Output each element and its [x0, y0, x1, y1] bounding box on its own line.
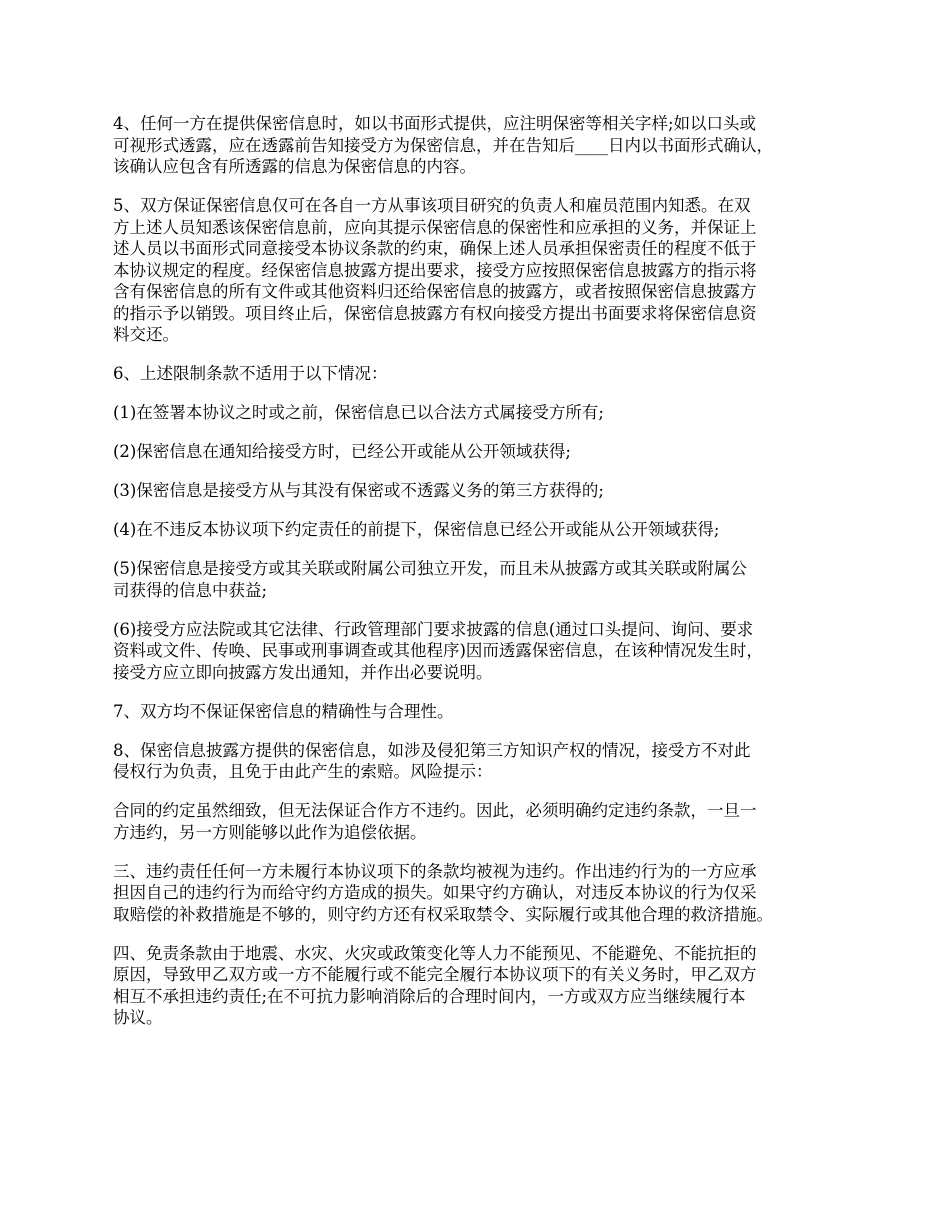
section-force-majeure [113, 943, 848, 1029]
text-line: 方违约，另一方则能够以此作为追偿依据。 [113, 822, 427, 842]
text-line: 含有保密信息的所有文件或其他资料归还给保密信息的披露方，或者按照保密信息披露方 [113, 282, 757, 301]
text-line: 相互不承担违约责任;在不可抗力影响消除后的合理时间内，一方或双方应当继续履行本 [113, 986, 746, 1006]
text-line: 方上述人员知悉该保密信息前，应向其提示保密信息的保密性和应承担的义务，并保证上 [113, 217, 757, 237]
text-line: 担因自己的违约行为而给守约方造成的损失。如果守约方确认，对违反本协议的行为仅采 [113, 883, 757, 902]
text-line: 原因，导致甲乙双方或一方不能履行或不能完全履行本协议项下的有关义务时，甲乙双方 [113, 965, 757, 984]
text-line: 7、双方均不保证保密信息的精确性与合理性。 [113, 701, 454, 721]
text-line: 6、上述限制条款不适用于以下情况： [113, 364, 388, 383]
text-line: 8、保密信息披露方提供的保密信息，如涉及侵犯第三方知识产权的情况，接受方不对此 [113, 740, 751, 760]
text-line: 协议。 [113, 1008, 163, 1027]
text-line: 取赔偿的补救措施是不够的，则守约方还有权采取禁令、实际履行或其他合理的救济措施。 [113, 904, 773, 924]
section-breach-liability [113, 861, 848, 926]
text-line: 的指示予以销毁。项目终止后，保密信息披露方有权向接受方提出书面要求将保密信息资 [113, 303, 757, 323]
text-line: (3)保密信息是接受方从与其没有保密或不透露义务的第三方获得的; [113, 481, 604, 500]
risk-note [113, 800, 848, 843]
exception-5 [113, 558, 848, 601]
text-line: (1)在签署本协议之时或之前，保密信息已以合法方式属接受方所有; [113, 403, 604, 422]
text-line: (6)接受方应法院或其它法律、行政管理部门要求披露的信息(通过口头提问、询问、要求 [113, 619, 754, 639]
text-line: 5、双方保证保密信息仅可在各自一方从事该项目研究的负责人和雇员范围内知悉。在双 [113, 196, 751, 215]
text-line: 本协议规定的程度。经保密信息披露方提出要求，接受方应按照保密信息披露方的指示将 [113, 260, 757, 280]
text-line: (2)保密信息在通知给接受方时，已经公开或能从公开领域获得; [113, 442, 571, 461]
text-line: 资料或文件、传唤、民事或刑事调查或其他程序)因而透露保密信息，在该种情况发生时， [113, 641, 763, 660]
text-line: 侵权行为负责，且免于由此产生的索赔。风险提示： [113, 762, 493, 781]
exception-4 [113, 519, 848, 541]
text-line: 可视形式透露，应在透露前告知接受方为保密信息，并在告知后____日内以书面形式确认， [113, 135, 773, 155]
clause-5 [113, 195, 848, 346]
text-line: 该确认应包含有所透露的信息为保密信息的内容。 [113, 157, 476, 176]
clause-8 [113, 740, 848, 783]
text-line: 述人员以书面形式同意接受本协议条款的约束，确保上述人员承担保密责任的程度不低于 [113, 239, 757, 258]
text-line: 接受方应立即向披露方发出通知，并作出必要说明。 [113, 662, 493, 682]
text-line: 司获得的信息中获益; [113, 580, 268, 600]
text-line: (5)保密信息是接受方或其关联或附属公司独立开发，而且未从披露方或其关联或附属公 [113, 559, 747, 578]
text-line: (4)在不违反本协议项下约定责任的前提下，保密信息已经公开或能从公开领域获得; [113, 520, 720, 539]
text-line: 三、违约责任任何一方未履行本协议项下的条款均被视为违约。作出违约行为的一方应承 [113, 861, 757, 881]
exception-3 [113, 480, 848, 502]
text-line: 4、任何一方在提供保密信息时，如以书面形式提供，应注明保密等相关字样;如以口头或 [113, 114, 757, 133]
exception-6 [113, 619, 848, 684]
document-page [113, 113, 848, 1046]
clause-4 [113, 113, 848, 178]
text-line: 料交还。 [113, 325, 179, 344]
clause-6 [113, 363, 848, 385]
clause-7 [113, 701, 848, 723]
exception-2 [113, 441, 848, 463]
text-line: 四、免责条款由于地震、水灾、火灾或政策变化等人力不能预见、不能避免、不能抗拒的 [113, 943, 757, 963]
exception-1 [113, 402, 848, 424]
text-line: 合同的约定虽然细致，但无法保证合作方不违约。因此，必须明确约定违约条款，一旦一 [113, 801, 757, 820]
